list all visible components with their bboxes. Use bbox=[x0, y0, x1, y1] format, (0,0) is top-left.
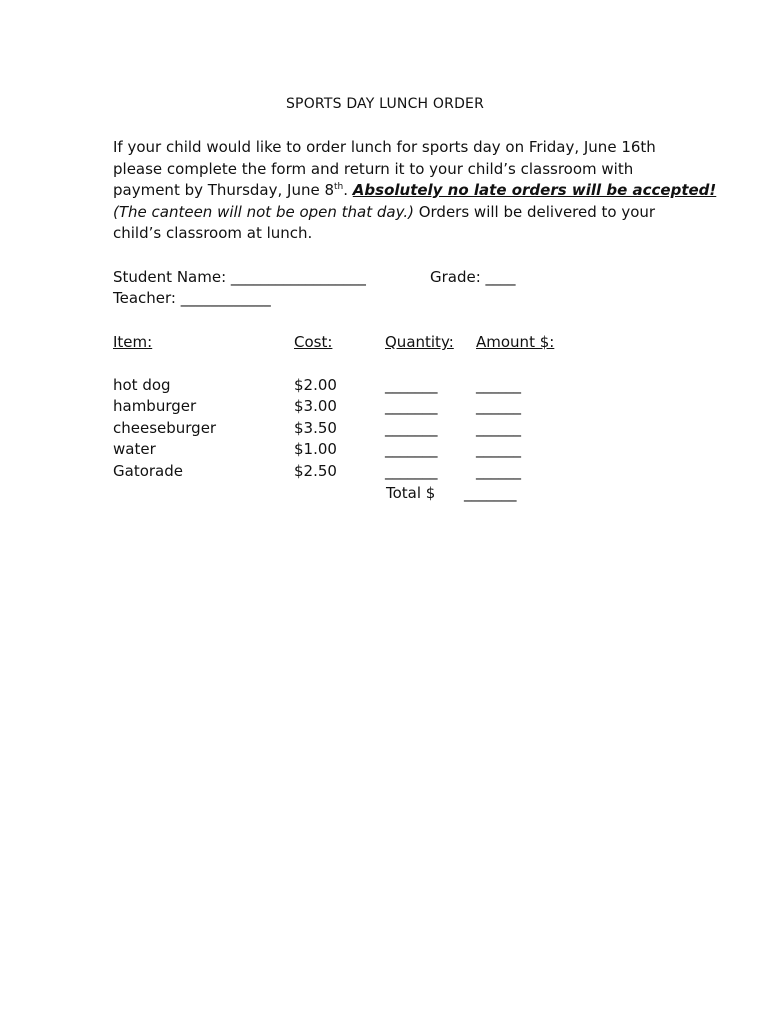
row-quantity-blank[interactable]: _______ bbox=[385, 376, 438, 394]
row-item: hamburger bbox=[113, 397, 197, 415]
row-amount-blank[interactable]: ______ bbox=[476, 376, 521, 394]
row-quantity-blank[interactable]: _______ bbox=[385, 440, 438, 458]
intro-line-1: If your child would like to order lunch for sports day on Friday, June 16th bbox=[113, 138, 656, 156]
row-amount-blank[interactable]: ______ bbox=[476, 419, 521, 437]
page-title: SPORTS DAY LUNCH ORDER bbox=[285, 96, 485, 112]
row-item: cheeseburger bbox=[113, 419, 217, 437]
row-cost: $2.50 bbox=[294, 462, 337, 480]
row-amount-blank[interactable]: ______ bbox=[476, 397, 521, 415]
header-cost: Cost: bbox=[294, 333, 333, 351]
header-quantity: Quantity: bbox=[385, 333, 454, 351]
row-quantity-blank[interactable]: _______ bbox=[385, 462, 438, 480]
row-amount-blank[interactable]: ______ bbox=[476, 462, 521, 480]
late-order-warning: Absolutely no late orders will be accepted! bbox=[352, 181, 717, 199]
delivery-note: Orders will be delivered to your bbox=[413, 202, 656, 221]
row-amount-blank[interactable]: ______ bbox=[476, 440, 521, 458]
row-cost: $3.00 bbox=[294, 397, 337, 415]
row-item: hot dog bbox=[113, 376, 171, 394]
row-item: Gatorade bbox=[113, 462, 183, 480]
teacher-field[interactable]: Teacher: ____________ bbox=[113, 289, 271, 307]
total-label: Total $ bbox=[386, 484, 436, 502]
intro-line-5: child’s classroom at lunch. bbox=[113, 224, 313, 242]
intro-line-4 bbox=[113, 202, 673, 224]
intro-payment-date: payment by Thursday, June 8 bbox=[113, 181, 335, 199]
student-name-field[interactable]: Student Name: __________________ bbox=[113, 268, 366, 286]
grade-field[interactable]: Grade: ____ bbox=[430, 268, 516, 286]
canteen-note: (The canteen will not be open that day.) bbox=[113, 202, 414, 221]
header-amount: Amount $: bbox=[476, 333, 555, 351]
row-item: water bbox=[113, 440, 156, 458]
header-item: Item: bbox=[113, 333, 153, 351]
row-cost: $1.00 bbox=[294, 440, 337, 458]
row-quantity-blank[interactable]: _______ bbox=[385, 397, 438, 415]
row-quantity-blank[interactable]: _______ bbox=[385, 419, 438, 437]
intro-line-3 bbox=[113, 180, 717, 202]
row-cost: $3.50 bbox=[294, 419, 337, 437]
row-cost: $2.00 bbox=[294, 376, 337, 394]
intro-paragraph bbox=[113, 137, 717, 245]
total-amount-blank[interactable]: _______ bbox=[464, 484, 517, 502]
intro-period: . bbox=[343, 181, 353, 199]
intro-line-2: please complete the form and return it to your child’s classroom with bbox=[113, 159, 634, 178]
intro-date-suffix: th bbox=[334, 182, 344, 192]
